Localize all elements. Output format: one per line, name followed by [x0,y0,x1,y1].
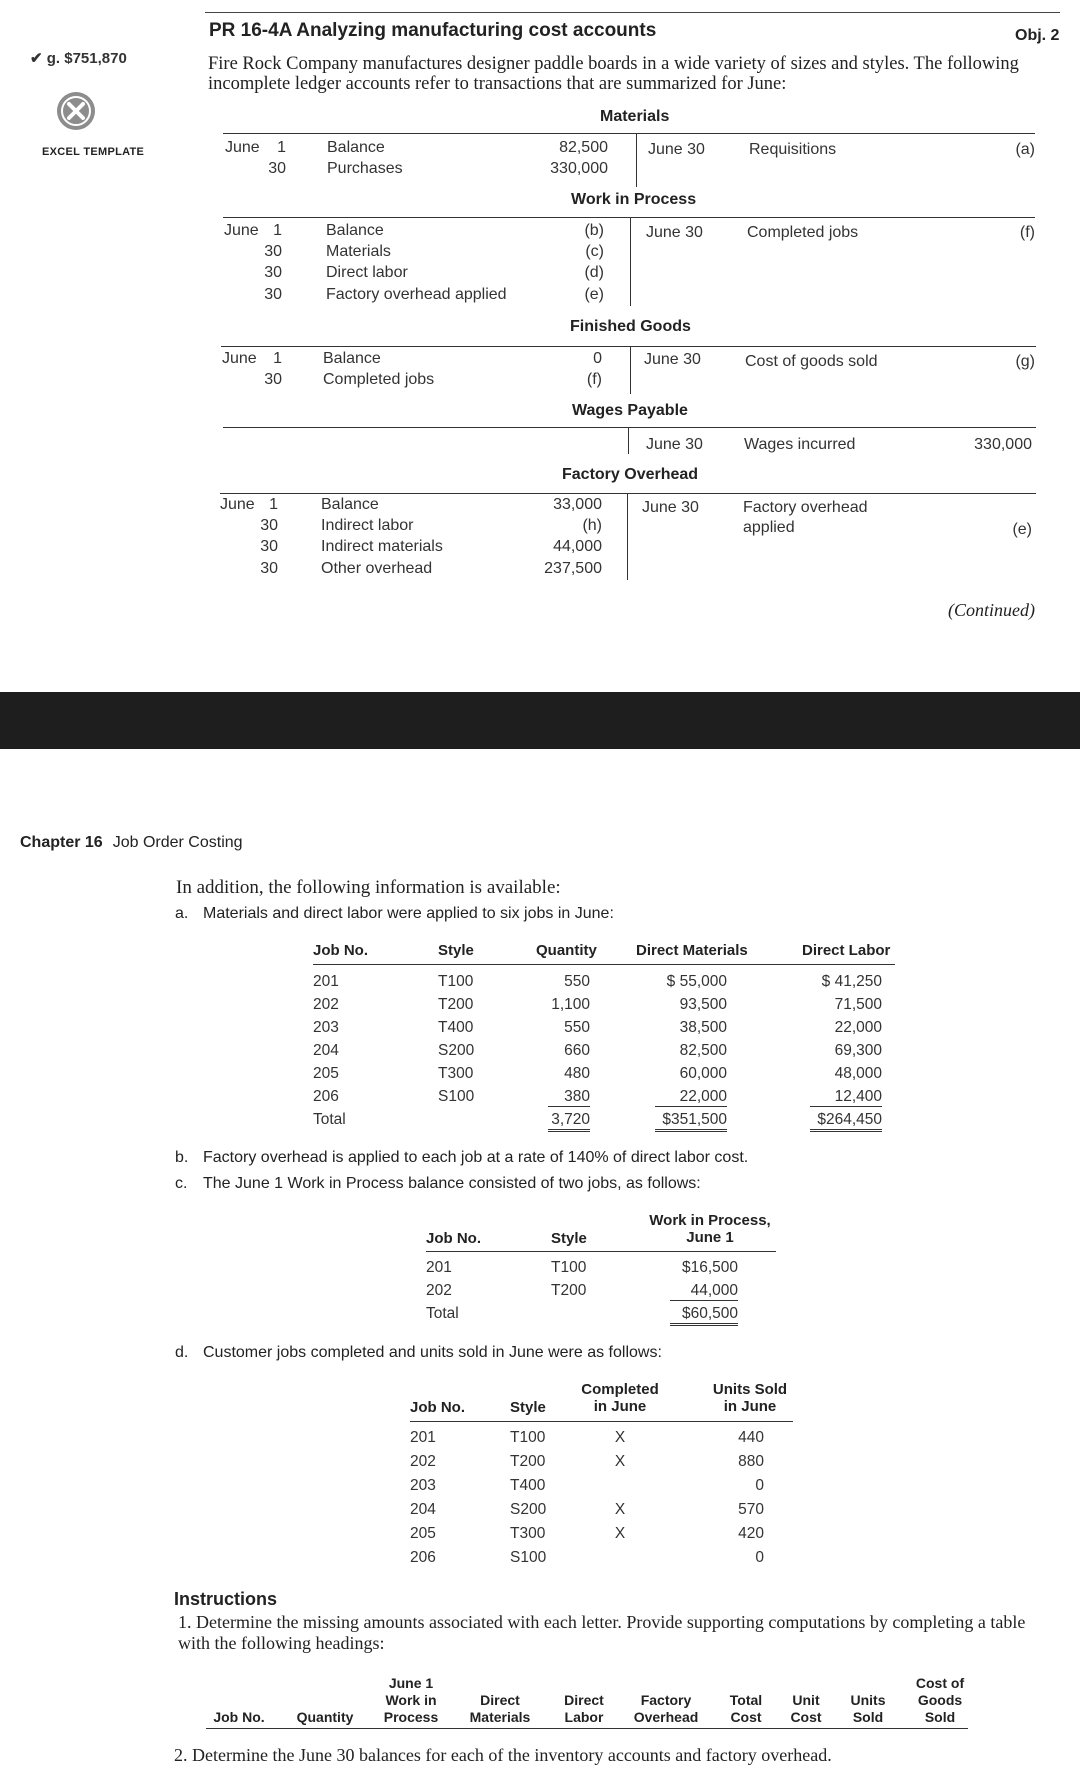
quantity-cell: 1,100 [551,996,590,1013]
item-a-text: Materials and direct labor were applied to six jobs in June: [203,905,614,922]
heading-units-sold: Sold [852,1709,884,1725]
ledger-credit-date: June 30 [648,141,705,158]
ledger-description: Purchases [327,160,403,177]
excel-template-x-icon[interactable] [57,92,95,130]
factory-overhead-t-divider [627,493,628,580]
total-label: Total [426,1305,459,1322]
ledger-description: Balance [326,222,384,239]
col-header-job-no: Job No. [410,1399,465,1416]
style-cell: T200 [551,1282,587,1299]
job-no-cell: 203 [313,1019,339,1036]
heading-june1-wip: June 1 [388,1675,434,1691]
direct-materials-cell: $ 55,000 [666,973,727,990]
ledger-amount: (f) [586,371,602,388]
ledger-amount: (d) [584,264,604,281]
units-sold-cell: 440 [738,1429,764,1446]
materials-t-divider [636,133,637,187]
ledger-day: 30 [260,560,278,577]
item-a-letter: a. [175,905,189,922]
materials-t-rule [223,133,1035,134]
style-cell: T100 [510,1429,546,1446]
ledger-credit-description: Cost of goods sold [745,353,878,370]
ledger-amount: (c) [585,243,604,260]
chapter-title: Job Order Costing [112,834,243,851]
finished-goods-account-title: Finished Goods [570,318,691,335]
ledger-amount: (h) [582,517,602,534]
col-header-wip-line1: Work in Process, [649,1212,771,1229]
check-figure: ✔ g. $751,870 [30,50,127,67]
heading-cost-of-goods-sold: Cost of [915,1675,965,1691]
direct-labor-cell: $ 41,250 [821,973,882,990]
factory-overhead-t-rule [220,493,1036,494]
col-header-job-no: Job No. [426,1230,481,1247]
instruction-1: 1. Determine the missing amounts associated with each letter. Provide supporting computations by completing a table with the following headings: [178,1612,1026,1653]
units-sold-cell: 0 [755,1477,764,1494]
heading-june1-wip: Process [383,1709,439,1725]
job-no-cell: 206 [410,1549,436,1566]
heading-direct-materials: Direct [480,1692,520,1708]
heading-cost-of-goods-sold: Goods [917,1692,963,1708]
direct-materials-cell: 60,000 [679,1065,727,1082]
job-no-cell: 204 [313,1042,339,1059]
col-header-direct-materials: Direct Materials [636,942,748,959]
style-cell: T200 [438,996,474,1013]
style-cell: T100 [438,973,474,990]
wip-t-rule [223,217,1035,218]
ledger-day: 1 [277,139,286,156]
ledger-month: June [225,139,260,156]
ledger-description: Balance [323,350,381,367]
ledger-credit-description: Factory overhead [743,499,868,516]
style-cell: S100 [510,1549,547,1566]
materials-account-title: Materials [600,108,670,125]
finished-goods-t-divider [630,346,631,394]
quantity-total: 3,720 [548,1111,590,1132]
heading-direct-materials: Materials [469,1709,531,1725]
item-b-text: Factory overhead is applied to each job at a rate of 140% of direct labor cost. [203,1149,749,1166]
ledger-day: 30 [264,264,282,281]
ledger-day: 30 [268,160,286,177]
col-header-style: Style [438,942,474,959]
ledger-credit-amount: (g) [1015,353,1035,370]
col-header-completed-line2: in June [593,1398,647,1415]
direct-labor-cell: 71,500 [834,996,882,1013]
excel-template-label: EXCEL TEMPLATE [42,146,145,158]
ledger-description: Other overhead [321,560,433,577]
continued-label: (Continued) [948,600,1035,620]
ledger-credit-amount: (e) [1012,521,1032,538]
job-no-cell: 203 [410,1477,436,1494]
page-break-band [0,692,1080,749]
heading-unit-cost: Unit [792,1692,820,1708]
units-sold-cell: 880 [738,1453,764,1470]
heading-job-no: Job No. [213,1709,265,1725]
style-cell: S200 [438,1042,475,1059]
job-no-cell: 201 [410,1429,436,1446]
col-header-style: Style [551,1230,587,1247]
instruction-2: 2. Determine the June 30 balances for each of the inventory accounts and factory overhead. [174,1745,832,1765]
top-rule [205,12,1060,13]
quantity-cell: 480 [564,1065,590,1082]
chapter-number: Chapter 16 [20,834,103,851]
objective-label: Obj. 2 [1015,27,1060,44]
style-cell: S200 [510,1501,547,1518]
ledger-description: Balance [321,496,379,513]
completed-mark-cell: X [614,1453,626,1470]
heading-factory-overhead: Factory [640,1692,692,1708]
heading-total-cost: Total [729,1692,763,1708]
item-d-letter: d. [175,1344,189,1361]
heading-june1-wip: Work in [385,1692,437,1708]
ledger-amount: 82,500 [559,139,608,156]
ledger-credit-amount: (a) [1015,141,1035,158]
ledger-description: Direct labor [326,264,408,281]
quantity-cell: 380 [548,1088,590,1107]
job-no-cell: 205 [313,1065,339,1082]
units-sold-cell: 0 [755,1549,764,1566]
heading-quantity: Quantity [296,1709,354,1725]
ledger-month: June [224,222,259,239]
units-sold-cell: 570 [738,1501,764,1518]
item-c-text: The June 1 Work in Process balance consisted of two jobs, as follows: [203,1175,701,1192]
wip-balance-cell: $16,500 [681,1259,738,1276]
ledger-day: 1 [269,496,278,513]
col-header-units-sold-line1: Units Sold [712,1381,788,1398]
wages-payable-t-divider [628,427,629,454]
ledger-month: June [220,496,255,513]
completed-table-header-rule [410,1421,793,1422]
ledger-credit-description: Completed jobs [747,224,859,241]
col-header-job-no: Job No. [313,942,368,959]
ledger-credit-date: June 30 [646,436,703,453]
ledger-month: June [222,350,257,367]
style-cell: T100 [551,1259,587,1276]
ledger-description: Indirect labor [321,517,414,534]
heading-direct-labor: Direct [564,1692,604,1708]
problem-title: PR 16-4A Analyzing manufacturing cost accounts [209,20,657,41]
heading-unit-cost: Cost [790,1709,822,1725]
heading-cost-of-goods-sold: Sold [924,1709,956,1725]
col-header-completed-line1: Completed [581,1381,659,1398]
units-sold-cell: 420 [738,1525,764,1542]
item-c-letter: c. [175,1175,188,1192]
ledger-amount: 44,000 [553,538,602,555]
ledger-credit-description-line2: applied [743,519,795,536]
direct-materials-cell: 22,000 [655,1088,727,1107]
heading-units-sold: Units [850,1692,886,1708]
ledger-amount: 33,000 [553,496,602,513]
direct-materials-cell: 93,500 [679,996,727,1013]
quantity-cell: 660 [564,1042,590,1059]
wages-payable-account-title: Wages Payable [572,402,688,419]
col-header-direct-labor: Direct Labor [802,942,891,959]
instructions-title: Instructions [174,1589,278,1609]
direct-labor-total: $264,450 [810,1111,882,1132]
ledger-day: 1 [273,222,282,239]
style-cell: T400 [510,1477,546,1494]
ledger-amount: 330,000 [550,160,608,177]
ledger-description: Indirect materials [321,538,443,555]
wages-payable-t-rule [223,427,1036,428]
job-no-cell: 204 [410,1501,436,1518]
chapter-header [20,834,243,852]
item-d-text: Customer jobs completed and units sold in June were as follows: [203,1344,662,1361]
wip-balance-cell: 44,000 [670,1282,738,1301]
style-cell: T400 [438,1019,474,1036]
ledger-credit-date: June 30 [642,499,699,516]
heading-total-cost: Cost [730,1709,762,1725]
heading-factory-overhead: Overhead [633,1709,699,1725]
ledger-description: Factory overhead applied [326,286,507,303]
jobs-table-header-rule [313,964,895,965]
item-b-letter: b. [175,1149,189,1166]
additional-info-intro: In addition, the following information is available: [176,877,561,898]
direct-materials-cell: 38,500 [679,1019,727,1036]
job-no-cell: 205 [410,1525,436,1542]
factory-overhead-account-title: Factory Overhead [562,466,699,483]
ledger-amount: (b) [584,222,604,239]
wip-balance-total: $60,500 [670,1305,738,1326]
completed-mark-cell: X [614,1525,626,1542]
ledger-day: 30 [260,538,278,555]
style-cell: T300 [438,1065,474,1082]
ledger-day: 30 [264,371,282,388]
col-header-wip-line2: June 1 [686,1229,734,1246]
ledger-credit-description: Wages incurred [744,436,856,453]
ledger-amount: 237,500 [544,560,602,577]
instruction-headings-rule [206,1728,968,1729]
wip-table-header-rule [426,1251,776,1252]
job-no-cell: 201 [426,1259,452,1276]
ledger-credit-amount: (f) [1019,224,1035,241]
direct-labor-cell: 48,000 [834,1065,882,1082]
style-cell: T200 [510,1453,546,1470]
col-header-style: Style [510,1399,546,1416]
job-no-cell: 201 [313,973,339,990]
ledger-day: 30 [264,243,282,260]
problem-intro: Fire Rock Company manufactures designer paddle boards in a wide variety of sizes and styles. The following incomplete ledger accounts refer to transactions that are summarized for June: [208,54,1019,94]
style-cell: S100 [438,1088,475,1105]
finished-goods-t-rule [221,346,1036,347]
col-header-quantity: Quantity [536,942,597,959]
wip-account-title: Work in Process [571,191,697,208]
ledger-description: Completed jobs [323,371,435,388]
heading-direct-labor: Labor [564,1709,604,1725]
completed-mark-cell: X [614,1429,626,1446]
ledger-credit-date: June 30 [646,224,703,241]
ledger-credit-description: Requisitions [749,141,837,158]
ledger-amount: 0 [593,350,602,367]
job-no-cell: 202 [313,996,339,1013]
direct-labor-cell: 12,400 [810,1088,882,1107]
ledger-day: 30 [264,286,282,303]
ledger-description: Balance [327,139,385,156]
direct-materials-total: $351,500 [655,1111,727,1132]
ledger-amount: (e) [584,286,604,303]
wip-t-divider [630,217,631,306]
style-cell: T300 [510,1525,546,1542]
job-no-cell: 206 [313,1088,339,1105]
ledger-description: Materials [326,243,391,260]
quantity-cell: 550 [564,1019,590,1036]
job-no-cell: 202 [410,1453,436,1470]
direct-materials-cell: 82,500 [679,1042,727,1059]
col-header-units-sold-line2: in June [723,1398,777,1415]
ledger-day: 30 [260,517,278,534]
ledger-day: 1 [273,350,282,367]
ledger-credit-amount: 330,000 [974,436,1032,453]
direct-labor-cell: 69,300 [834,1042,882,1059]
total-label: Total [313,1111,346,1128]
completed-mark-cell: X [614,1501,626,1518]
direct-labor-cell: 22,000 [834,1019,882,1036]
quantity-cell: 550 [564,973,590,990]
job-no-cell: 202 [426,1282,452,1299]
ledger-credit-date: June 30 [644,351,701,368]
